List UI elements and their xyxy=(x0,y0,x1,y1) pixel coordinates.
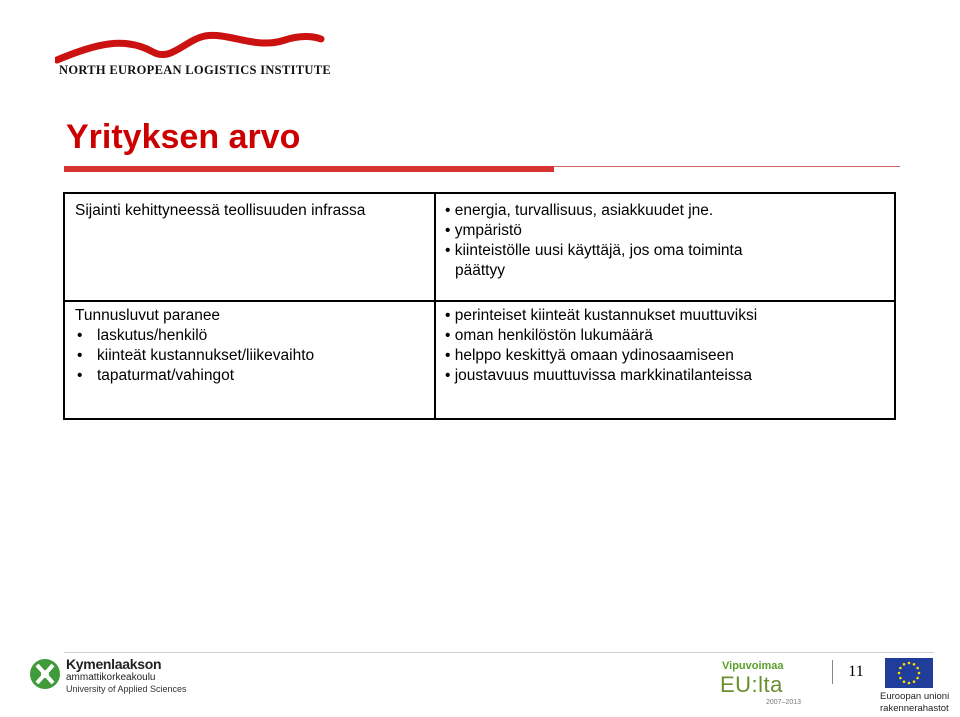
kyamk-emblem-icon xyxy=(28,657,62,691)
eu-logo xyxy=(880,658,948,713)
institute-name: NORTH EUROPEAN LOGISTICS INSTITUTE xyxy=(59,63,331,77)
vipuvoimaa-top: Vipuvoimaa xyxy=(722,660,784,672)
list-item: • helppo keskittyä omaan ydinosaamiseen xyxy=(445,347,734,364)
red-swoosh-icon xyxy=(55,30,325,64)
vipuvoimaa-years: 2007–2013 xyxy=(766,699,802,706)
cell-text: Sijainti kehittyneessä teollisuuden infrassa xyxy=(75,202,366,219)
table-cell-metrics-details xyxy=(445,306,757,386)
eu-line2: rakennerahastot xyxy=(880,703,949,714)
value-table xyxy=(63,192,896,420)
list-item: • joustavuus muuttuvissa markkinatilanteissa xyxy=(445,367,752,384)
list-item: • tapaturmat/vahingot xyxy=(75,366,314,386)
list-item: • kiinteät kustannukset/liikevaihto xyxy=(75,346,314,366)
list-item: • kiinteistölle uusi käyttäjä, jos oma toiminta xyxy=(445,242,743,259)
eu-flag-icon xyxy=(885,658,933,688)
kyamk-english: University of Applied Sciences xyxy=(66,684,187,694)
vipuvoimaa-main: EU:lta xyxy=(720,672,783,697)
list-item: • energia, turvallisuus, asiakkuudet jne. xyxy=(445,202,714,219)
list-item: • oman henkilöstön lukumäärä xyxy=(445,327,653,344)
table-cell-location-details xyxy=(445,201,885,281)
kyamk-name: Kymenlaakson xyxy=(66,656,162,672)
kyamk-logo xyxy=(28,655,187,699)
list-item: päättyy xyxy=(455,262,505,279)
table-cell-metrics xyxy=(75,306,314,386)
nelli-logo xyxy=(55,30,331,80)
kyamk-name2: ammattikorkeakoulu xyxy=(66,672,156,683)
vipuvoimaa-logo xyxy=(716,660,824,710)
list-item: • perinteiset kiinteät kustannukset muuttuviksi xyxy=(445,307,758,324)
cell-heading: Tunnusluvut paranee xyxy=(75,307,221,324)
slide-title: Yrityksen arvo xyxy=(66,118,301,156)
page-number: 11 xyxy=(832,660,879,684)
eu-line1: Euroopan unioni xyxy=(880,691,950,702)
list-item: • ympäristö xyxy=(445,222,522,239)
title-divider xyxy=(64,166,900,169)
list-item: • laskutus/henkilö xyxy=(75,326,314,346)
footer-divider xyxy=(64,652,934,653)
table-cell-location xyxy=(75,201,365,221)
